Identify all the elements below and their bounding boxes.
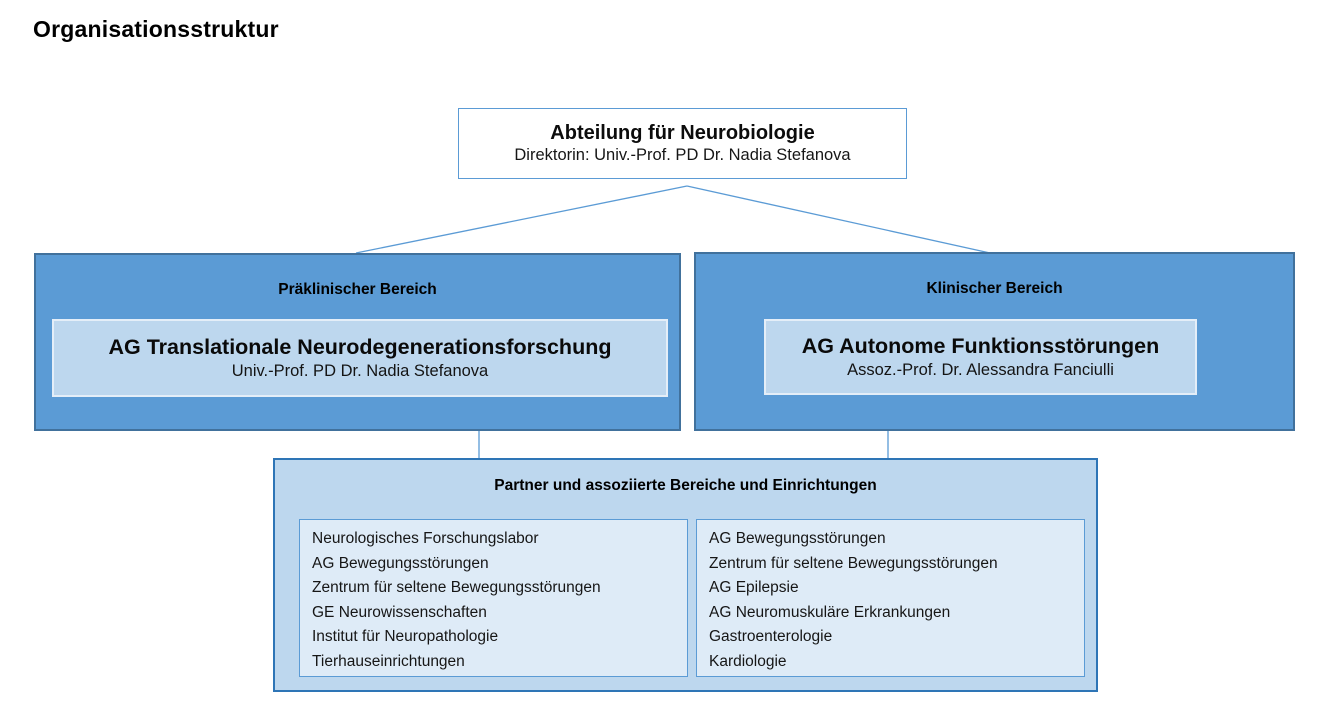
page-title: Organisationsstruktur [33, 16, 279, 42]
list-item: Zentrum für seltene Bewegungsstörungen [709, 554, 998, 572]
department-box [458, 108, 907, 179]
workgroup-box-autonomic-dysfunction [764, 319, 1197, 395]
list-item: Institut für Neuropathologie [312, 628, 499, 645]
branch-clinical [694, 252, 1295, 431]
list-item: Neurologisches Forschungslabor [312, 530, 539, 547]
branch-header: Klinischer Bereich [926, 280, 1063, 297]
workgroup-lead: Assoz.-Prof. Dr. Alessandra Fanciulli [847, 361, 1114, 380]
workgroup-title: AG Translationale Neurodegenerationsforschung [108, 334, 612, 359]
partners-header: Partner und assoziierte Bereiche und Einrichtungen [494, 477, 877, 494]
list-item: Tierhauseinrichtungen [312, 652, 465, 670]
list-item: AG Epilepsie [709, 579, 799, 596]
list-item: Zentrum für seltene Bewegungsstörungen [312, 579, 601, 596]
list-item: Gastroenterologie [709, 628, 833, 645]
list-item: GE Neurowissenschaften [312, 603, 487, 621]
list-item: AG Neuromuskuläre Erkrankungen [709, 603, 951, 621]
department-director: Direktorin: Univ.-Prof. PD Dr. Nadia Stefanova [514, 146, 851, 164]
list-item: AG Bewegungsstörungen [312, 554, 489, 572]
workgroup-lead: Univ.-Prof. PD Dr. Nadia Stefanova [231, 362, 489, 381]
workgroup-box-translational-neurodegeneration [52, 319, 668, 397]
workgroup-title: AG Autonome Funktionsstörungen [801, 333, 1160, 358]
branch-preclinical [34, 253, 681, 431]
department-title: Abteilung für Neurobiologie [550, 122, 815, 144]
partner-list-right [696, 519, 1085, 677]
partner-list-left [299, 519, 688, 677]
partners-box [273, 458, 1098, 692]
branch-header: Präklinischer Bereich [278, 281, 437, 298]
list-item: AG Bewegungsstörungen [709, 530, 886, 547]
list-item: Kardiologie [709, 652, 787, 670]
